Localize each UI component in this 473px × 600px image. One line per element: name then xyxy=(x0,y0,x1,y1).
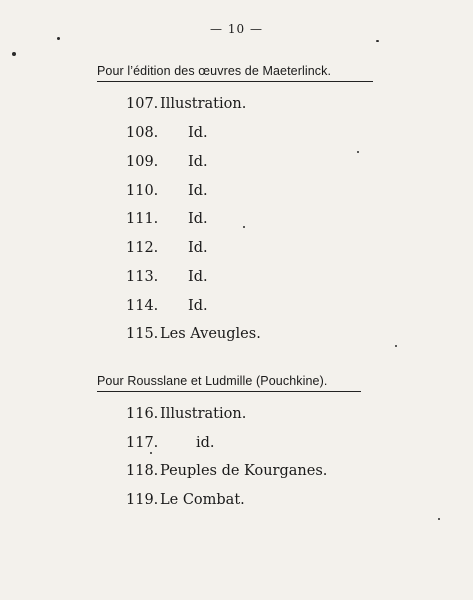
entry-title: Peuples de Kourganes. xyxy=(160,463,328,479)
scan-speck xyxy=(150,452,152,454)
entry-number: 109. xyxy=(126,154,159,170)
entry-title: Le Combat. xyxy=(160,492,245,508)
scan-speck xyxy=(12,52,16,56)
list-item xyxy=(126,96,246,112)
entry-title: Id. xyxy=(188,240,208,256)
entry-title: id. xyxy=(196,435,215,451)
list-item xyxy=(126,240,208,256)
section-heading-maeterlinck: Pour l’édition des œuvres de Maeterlinck. xyxy=(97,64,373,82)
list-item xyxy=(126,183,208,199)
entry-number: 114. xyxy=(126,298,159,314)
list-item xyxy=(126,406,246,422)
entry-number: 107. xyxy=(126,96,159,112)
scan-speck xyxy=(376,40,379,42)
entry-title: Illustration. xyxy=(160,96,247,112)
entry-title: Id. xyxy=(188,298,208,314)
list-item xyxy=(126,298,208,314)
list-item xyxy=(126,435,215,451)
list-item xyxy=(126,463,327,479)
list-item xyxy=(126,154,208,170)
entry-number: 119. xyxy=(126,492,159,508)
entry-number: 113. xyxy=(126,269,159,285)
entry-number: 108. xyxy=(126,125,159,141)
list-item xyxy=(126,492,245,508)
scan-speck xyxy=(357,151,359,153)
scan-speck xyxy=(243,226,245,228)
scan-speck xyxy=(57,37,60,40)
entry-title: Id. xyxy=(188,154,208,170)
list-item xyxy=(126,326,261,342)
page-number: — 10 — xyxy=(210,22,263,36)
scan-speck xyxy=(395,345,397,347)
entry-title: Les Aveugles. xyxy=(160,326,261,342)
list-item xyxy=(126,269,208,285)
entry-number: 111. xyxy=(126,211,159,227)
entry-title: Id. xyxy=(188,125,208,141)
entry-title: Id. xyxy=(188,211,208,227)
entry-number: 116. xyxy=(126,406,159,422)
entry-number: 118. xyxy=(126,463,159,479)
list-item xyxy=(126,211,208,227)
entry-title: Illustration. xyxy=(160,406,247,422)
entry-number: 115. xyxy=(126,326,159,342)
entry-number: 112. xyxy=(126,240,159,256)
entry-number: 117. xyxy=(126,435,159,451)
section-heading-pouchkine: Pour Rousslane et Ludmille (Pouchkine). xyxy=(97,374,361,392)
entry-title: Id. xyxy=(188,183,208,199)
entry-number: 110. xyxy=(126,183,159,199)
entry-title: Id. xyxy=(188,269,208,285)
list-item xyxy=(126,125,208,141)
scan-speck xyxy=(438,518,440,520)
